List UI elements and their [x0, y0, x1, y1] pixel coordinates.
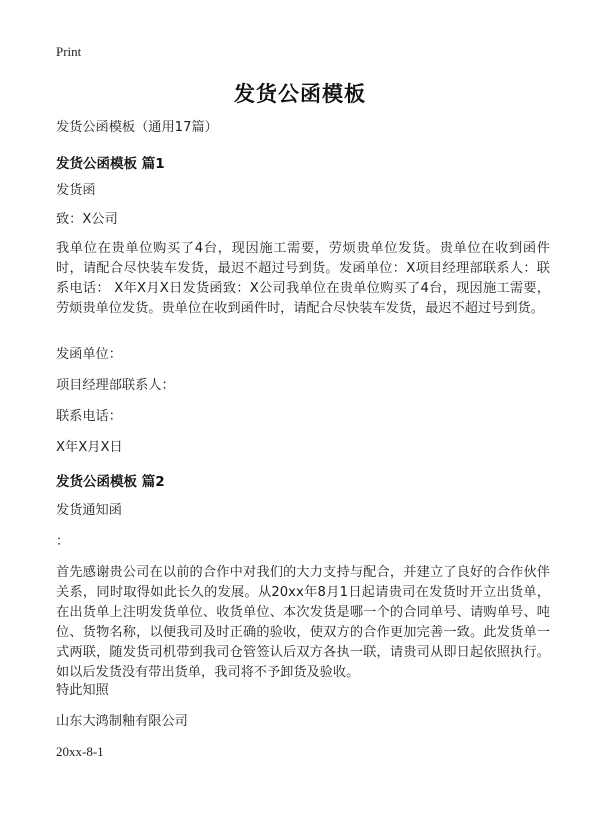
section2-body: 首先感谢贵公司在以前的合作中对我们的大力支持与配合，并建立了良好的合作伙伴关系，同时取得如此长久的发展。从20xx年8月1日起请贵司在发货时开立出货单，在出货单上注明发货单位、收货单位、本次发货是哪一个的合同单号、请购单号、吨位、货物名称，以便我司及时正确的验收，使双方的合作更加完善一致。此发货单一式两联，随发货司机带到我司仓管签认后双方各执一联，请贵司从即日起依照执行。如以后发货没有带出货单，我司将不予卸货及验收。 — [56, 565, 550, 680]
colon-mark: ： — [56, 534, 70, 549]
recipient-line: 致：X公司 — [56, 212, 118, 227]
doc-name-1: 发货函 — [56, 183, 96, 198]
section1-body: 我单位在贵单位购买了4台，现因施工需要，劳烦贵单位发货。贵单位在收到函件时，请配合尽快装车发货，最迟不超过号到货。发函单位：X项目经理部联系人：联系电话： X年X月X日发货函致：X公司我单位在贵单位购买了4台，现因施工需要，劳烦贵单位发货。贵单位在收到函件时，请配合尽快装车发货，最迟不超过号到货。 — [56, 241, 550, 316]
page-title: 发货公函模板 — [234, 82, 366, 106]
sender-label: 发函单位： — [56, 347, 122, 362]
section2-date: 20xx-8-1 — [56, 744, 104, 759]
contact-label: 项目经理部联系人： — [56, 378, 175, 393]
print-label: Print — [56, 44, 82, 59]
closing-line: 特此知照 — [56, 683, 109, 698]
section-heading-1: 发货公函模板 篇1 — [56, 156, 165, 172]
company-name: 山东大鸿制釉有限公司 — [56, 714, 188, 729]
phone-label: 联系电话： — [56, 409, 122, 424]
intro-text: 发货公函模板（通用17篇） — [56, 120, 218, 135]
section-heading-2: 发货公函模板 篇2 — [56, 474, 165, 490]
section1-date: X年X月X日 — [56, 440, 123, 455]
doc-name-2: 发货通知函 — [56, 503, 122, 518]
